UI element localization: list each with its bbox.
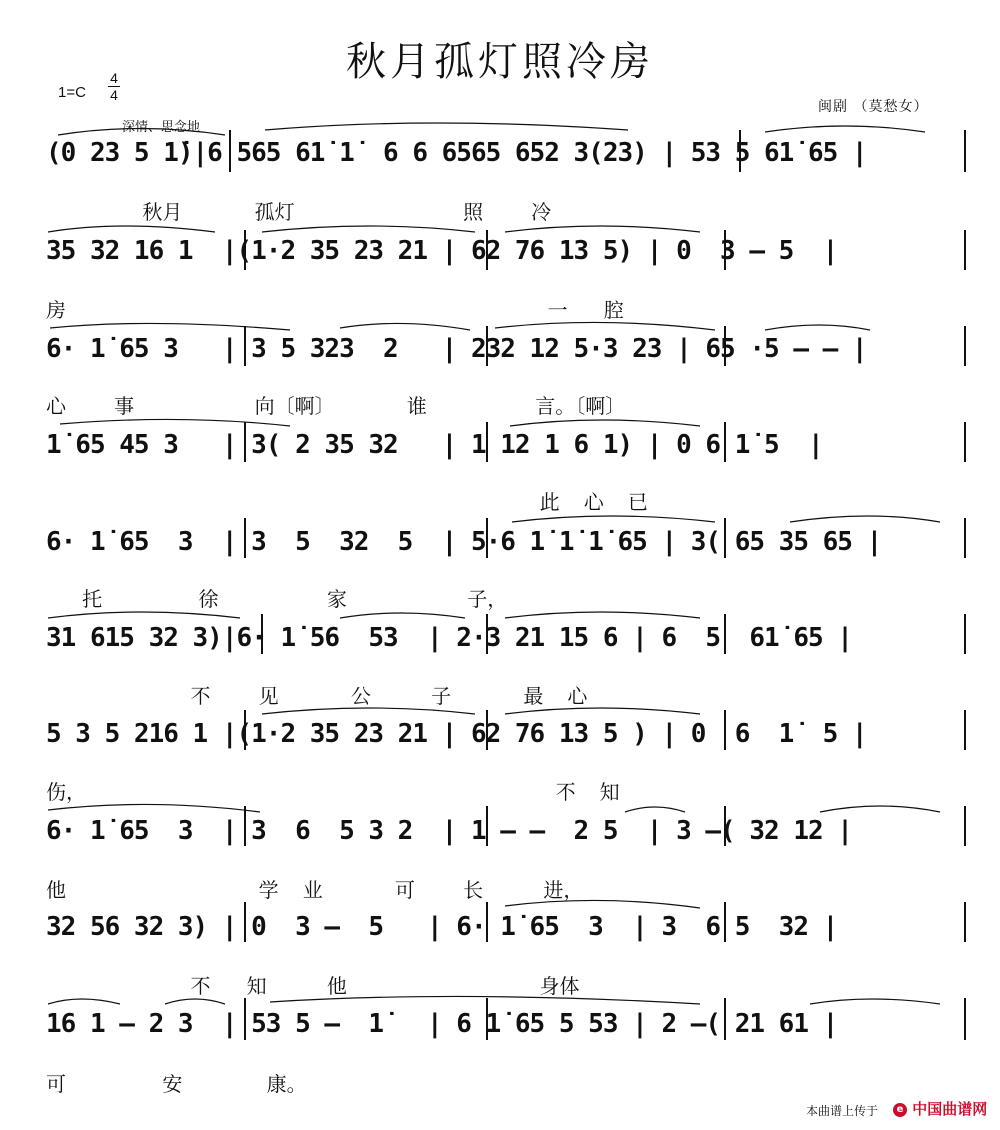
- slur-mark: [495, 322, 715, 330]
- lyric-row-9: 不 知 他 身体: [46, 974, 580, 998]
- notation-row-6: 31 615 32 3)|6· 1̇ 56 53 | 2·3 21 15 6 | 6 5 61̇ 65 |: [46, 623, 852, 653]
- tempo-marking: 深情、思念地: [122, 120, 201, 135]
- meter-top: 4: [110, 70, 118, 86]
- lyric-row-6: 不 见 公 子 最 心: [46, 684, 588, 708]
- slur-mark: [270, 996, 700, 1004]
- slur-mark: [790, 516, 940, 522]
- lyric-row-8: 他 学 业 可 长 进，: [46, 878, 584, 902]
- lyric-row-2: 房 一 腔: [46, 298, 624, 322]
- slur-mark: [262, 708, 475, 714]
- notation-row-5: 6· 1̇ 65 3 | 3 5 32 5 | 5·6 1̇ 1̇ 1̇ 65 | 3( 65 35 65 |: [46, 527, 882, 557]
- slur-mark: [505, 900, 700, 908]
- key-signature: 1=C: [58, 84, 86, 101]
- notation-row-9: 32 56 32 3) | 0 3 — 5 | 6· 1̇ 65 3 | 3 6 5 32 |: [46, 912, 838, 942]
- page-title: 秋月孤灯照冷房: [346, 39, 654, 85]
- slur-mark: [625, 807, 685, 812]
- lyric-row-10: 可 安 康。: [46, 1072, 307, 1096]
- notation-row-4: 1̇ 65 45 3 | 3( 2 35 32 | 1 12 1 6 1) | 0 6 1̇ 5 |: [46, 430, 823, 460]
- slur-mark: [340, 323, 470, 330]
- slur-mark: [810, 999, 940, 1004]
- notation-row-1: (0 23 5 1̇)|6 565 61̇ 1̇ 6 6 6565 652 3(23) | 53 5 61̇ 65 |: [46, 138, 867, 168]
- slur-mark: [505, 612, 700, 618]
- upload-note: 本曲谱上传于: [806, 1104, 879, 1118]
- lyric-row-5: 托 徐 家 子，: [46, 587, 508, 611]
- lyric-row-4: 此 心 已: [46, 490, 648, 514]
- slur-mark: [48, 612, 240, 618]
- site-logo: [893, 1098, 987, 1119]
- lyric-row-7: 伤， 不 知: [46, 780, 620, 804]
- slur-mark: [765, 325, 870, 330]
- meter-bottom: 4: [110, 87, 118, 103]
- slur-mark: [50, 323, 290, 330]
- notation-row-7: 5 3 5 216 1 |(1·2 35 23 21 | 62 76 13 5 ) | 0 6 1̇ 5 |: [46, 719, 867, 749]
- notation-row-8: 6· 1̇ 65 3 | 3 6 5 3 2 | 1 — — 2 5 | 3 —( 32 12 |: [46, 816, 852, 846]
- slur-mark: [48, 804, 260, 812]
- slur-mark: [765, 126, 925, 132]
- lyric-row-1: 秋月 孤灯 照 冷: [46, 200, 552, 224]
- slur-mark: [820, 806, 940, 812]
- slur-mark: [510, 420, 700, 426]
- slur-mark: [58, 129, 225, 136]
- slur-mark: [165, 999, 225, 1004]
- slur-mark: [512, 516, 715, 522]
- logo-text: 中国曲谱网: [912, 1100, 988, 1118]
- lyric-row-3: 心 事 向〔啊〕 谁 言。〔啊〕: [46, 394, 626, 418]
- logo-e-icon: e: [893, 1103, 907, 1117]
- slur-mark: [505, 226, 700, 232]
- slur-mark: [265, 123, 628, 130]
- notation-row-3: 6· 1̇ 65 3 | 3 5 323 2 | 232 12 5·3 23 | 65 ·5 — — |: [46, 334, 867, 364]
- slur-mark: [340, 613, 465, 618]
- genre-label: 闽剧 （莫愁女）: [818, 99, 929, 115]
- slur-mark: [48, 226, 215, 232]
- slur-mark: [48, 999, 120, 1004]
- notation-row-2: 35 32 16 1 |(1·2 35 23 21 | 62 76 13 5) | 0 3 — 5 |: [46, 236, 838, 266]
- slur-mark: [60, 419, 290, 426]
- slur-mark: [505, 708, 700, 714]
- slur-mark: [262, 226, 475, 232]
- notation-row-10: 16 1 — 2 3 | 53 5 — 1̇ | 6 1̇ 65 5 53 | 2 —( 21 61 |: [46, 1009, 838, 1039]
